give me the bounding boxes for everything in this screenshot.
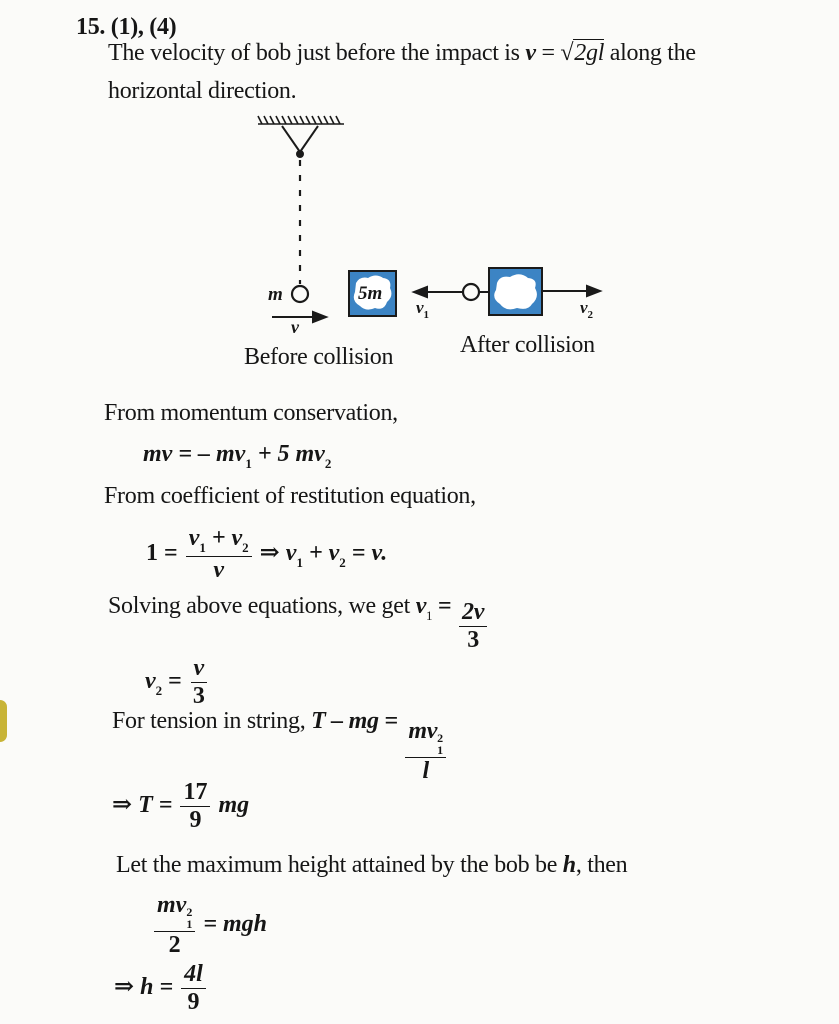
ceiling-support <box>258 116 344 124</box>
intro-equals-sqrt: = √ <box>535 40 574 66</box>
pivot-v <box>282 126 318 157</box>
label-v2: $v_2$ <box>580 298 594 321</box>
bob-after <box>463 284 479 300</box>
collision-diagram <box>0 0 839 380</box>
bob-before <box>292 286 308 302</box>
tension-result: ⇒ T = $\frac{17}{9}$ mg <box>112 779 250 834</box>
intro-line-2: horizontal direction. <box>108 78 297 104</box>
restitution-heading: From coefficient of restitution equation, <box>104 483 476 509</box>
v2-result: $v_2$ = $\frac{v}{3}$ <box>145 656 210 709</box>
velocity-arrow-v2 <box>542 286 600 296</box>
solving-line: Solving above equations, we get $v_1$ = $\frac{2v}{3}$ <box>108 593 489 653</box>
sqrt-content: 2gl <box>574 40 605 66</box>
mass-label-m: m <box>268 284 283 305</box>
tension-line: For tension in string, T – mg = mv 2 1 l <box>112 708 448 784</box>
label-v: v <box>291 317 299 337</box>
intro-var-v: v <box>525 40 536 66</box>
block-after-cloud <box>494 274 537 309</box>
momentum-equation: mv = – $mv_1 + 5$ $mv_2$ <box>143 441 332 471</box>
caption-before: Before collision <box>244 344 394 370</box>
label-v1: $v_1$ <box>416 298 430 321</box>
question-number: 15. (1), (4) <box>76 14 177 40</box>
velocity-arrow-before <box>272 312 326 322</box>
block-label-5m: 5m <box>358 283 383 304</box>
intro-tail: along the <box>604 40 696 66</box>
velocity-arrow-v1 <box>414 287 462 297</box>
height-equation: mv 2 1 2 = mgh <box>152 893 267 958</box>
page-edge-mark <box>0 700 7 742</box>
height-heading: Let the maximum height attained by the bob be h, then <box>116 852 628 878</box>
intro-text: The velocity of bob just before the impact is <box>108 40 526 66</box>
height-result: ⇒ h = $\frac{4l}{9}$ <box>114 962 208 1015</box>
momentum-heading: From momentum conservation, <box>104 400 398 426</box>
restitution-equation: 1 = $\frac{v_1 + v_2}{v}$ ⇒ $v_1 + v_2 = v$. <box>146 525 388 583</box>
caption-after: After collision <box>460 332 595 358</box>
